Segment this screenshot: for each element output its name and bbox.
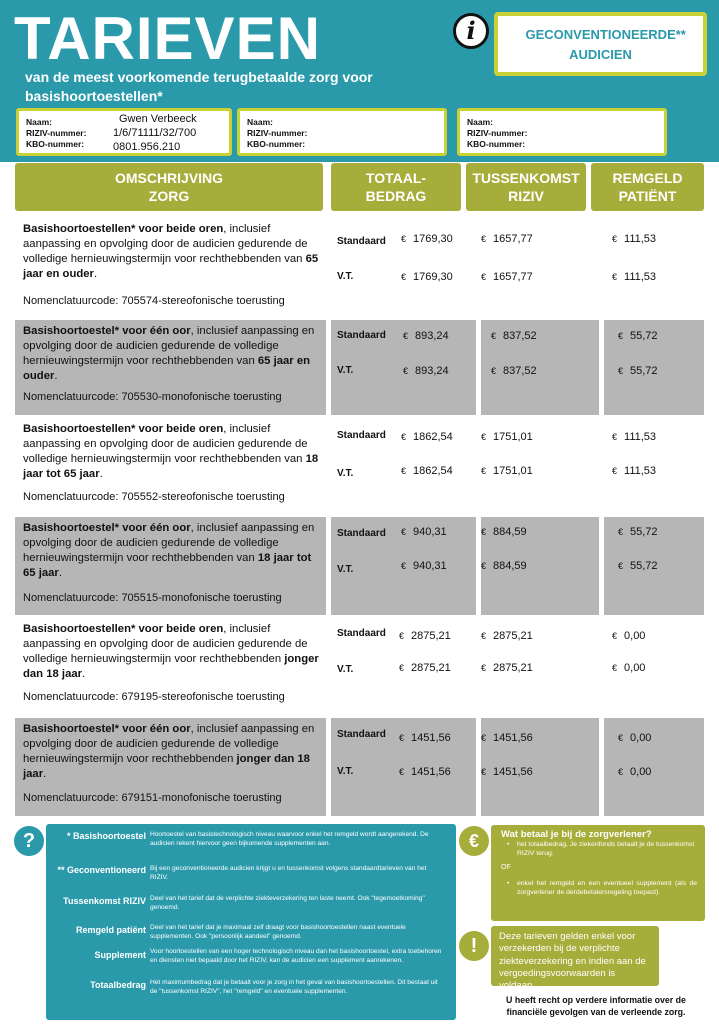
rate-type: Standaard — [337, 628, 386, 639]
payment-title: Wat betaal je bij de zorgverlener? — [501, 829, 652, 840]
tussenkomst-cell — [481, 618, 599, 712]
row-description: Basishoortoestellen* voor beide oren, inclusief aanpassing en opvolging door de audicien gedurende de volledige hernieuwingstermijn voor rechthebbenden van 65 jaar en ouder. — [23, 223, 319, 280]
amount-remgeld: € 55,72 — [618, 365, 658, 377]
table-row — [15, 218, 704, 312]
desc-cell — [15, 218, 326, 312]
amount-tussenkomst: € 884,59 — [481, 560, 527, 572]
naam-label: Naam: — [247, 117, 273, 127]
rate-type: Standaard — [337, 430, 386, 441]
header-tussenkomst-label: TUSSENKOMST RIZIV — [472, 170, 580, 204]
definition-text: Deel van het tarief dat je maximaal zelf draagt voor basishoortoestellen naast eventuele supplementen. Ook "persoonlijk aandeel" genoemd. — [150, 924, 406, 940]
remgeld-cell — [604, 517, 704, 615]
riziv-value[interactable]: 1/6/71111/32/700 — [113, 127, 197, 139]
totaal-cell — [331, 517, 476, 615]
kbo-value[interactable]: 0801.956.210 — [113, 141, 181, 153]
amount-totaal: € 1769,30 — [401, 271, 453, 283]
desc-cell — [15, 718, 326, 816]
amount-tussenkomst: € 1657,77 — [481, 271, 533, 283]
remgeld-cell — [604, 718, 704, 816]
amount-remgeld: € 55,72 — [618, 560, 658, 572]
definition-text: Bij een geconventioneerde audicien krijgt u en tussenkomst volgens standaardtarieven van het RIZIV. — [150, 865, 427, 881]
amount-tussenkomst: € 1751,01 — [481, 465, 533, 477]
kbo-label: KBO-nummer: — [247, 139, 306, 149]
nomenclature-code: Nomenclatuurcode: 705552-stereofonische toerusting — [23, 491, 285, 503]
totaal-cell — [331, 320, 476, 415]
definition-term: ** Geconventioneerd — [57, 865, 146, 875]
definition-text: Voor hoortoestellen van een hoger technologisch niveau dan het basishoortoestel, extra toebehoren en diensten niet bepaald door het RIZIV, kan de audicien een supplement aanrekenen. — [150, 948, 442, 964]
amount-tussenkomst: € 1451,56 — [481, 766, 533, 778]
riziv-label: RIZIV-nummer: — [247, 128, 308, 138]
table-row — [15, 517, 704, 615]
tussenkomst-cell — [481, 418, 599, 512]
payment-option-1: • het totaalbedrag. Je ziekenfonds betaalt je de tussenkomst RIZIV terug. — [507, 841, 695, 857]
rate-type: Standaard — [337, 528, 386, 539]
table-row — [15, 320, 704, 415]
amount-tussenkomst: € 2875,21 — [481, 662, 533, 674]
payment-info-box — [491, 825, 705, 921]
remgeld-cell — [604, 418, 704, 512]
header-tussenkomst — [466, 163, 586, 211]
amount-totaal: € 1769,30 — [401, 233, 453, 245]
provider-id-box-2[interactable] — [237, 108, 447, 156]
nomenclature-code: Nomenclatuurcode: 679151-monofonische toerusting — [23, 792, 282, 804]
header-totaal — [331, 163, 461, 211]
header-remgeld-label: REMGELD PATIËNT — [612, 170, 683, 204]
row-description: Basishoortoestel* voor één oor, inclusief aanpassing en opvolging door de audicien gedurende de volledige hernieuwingstermijn voor rechthebbenden jonger dan 18 jaar. — [23, 723, 315, 780]
definition-term: * Basishoortoestel — [66, 831, 146, 841]
amount-totaal: € 1451,56 — [399, 766, 451, 778]
nomenclature-code: Nomenclatuurcode: 705515-monofonische toerusting — [23, 592, 282, 604]
totaal-cell — [331, 618, 476, 712]
amount-tussenkomst: € 1451,56 — [481, 732, 533, 744]
naam-label: Naam: — [26, 117, 52, 127]
table-row — [15, 418, 704, 512]
amount-remgeld: € 0,00 — [618, 732, 652, 744]
euro-icon: € — [459, 826, 489, 856]
exclamation-icon: ! — [459, 931, 489, 961]
payment-or: OF — [501, 864, 511, 871]
provider-id-box-1[interactable] — [16, 108, 232, 156]
totaal-cell — [331, 718, 476, 816]
definition-term: Totaalbedrag — [90, 980, 146, 990]
info-icon: i — [453, 13, 489, 49]
naam-label: Naam: — [467, 117, 493, 127]
nomenclature-code: Nomenclatuurcode: 705574-stereofonische toerusting — [23, 295, 285, 307]
remgeld-cell — [604, 618, 704, 712]
row-description: Basishoortoestellen* voor beide oren, inclusief aanpassing en opvolging door de audicien gedurende de volledige hernieuwingstermijn voor rechthebbenden jonger dan 18 jaar. — [23, 623, 319, 680]
riziv-label: RIZIV-nummer: — [26, 128, 87, 138]
naam-value[interactable]: Gwen Verbeeck — [119, 113, 197, 125]
desc-cell — [15, 320, 326, 415]
row-description: Basishoortoestel* voor één oor, inclusief aanpassing en opvolging door de audicien gedurende de volledige hernieuwingstermijn voor rechthebbenden van 65 jaar en ouder. — [23, 325, 315, 382]
row-description: Basishoortoestellen* voor beide oren, inclusief aanpassing en opvolging door de audicien gedurende de volledige hernieuwingstermijn voor rechthebbenden van 18 jaar tot 65 jaar. — [23, 423, 319, 480]
question-icon: ? — [14, 826, 44, 856]
amount-remgeld: € 0,00 — [618, 766, 652, 778]
header-remgeld — [591, 163, 704, 211]
amount-totaal: € 893,24 — [403, 365, 449, 377]
nomenclature-code: Nomenclatuurcode: 705530-monofonische toerusting — [23, 391, 282, 403]
amount-totaal: € 940,31 — [401, 560, 447, 572]
definition-text: Het maximumbedrag dat je betaalt voor je zorg in het geval van basishoortoestellen. Dit bestaat uit de "tussenkomst RIZIV", het "remgeld" en eventuele supplementen. — [150, 979, 438, 995]
rate-type: V.T. — [337, 365, 354, 376]
amount-tussenkomst: € 1751,01 — [481, 431, 533, 443]
payment-option-2: • enkel het remgeld en een eventueel supplement (als de zorgverlener de derdebetalersregeling toepast). — [507, 880, 697, 896]
amount-remgeld: € 111,53 — [612, 271, 657, 283]
rights-notice: U heeft recht op verdere informatie over de financiële gevolgen van de verleende zorg. — [506, 995, 686, 1017]
amount-remgeld: € 111,53 — [612, 233, 657, 245]
nomenclature-code: Nomenclatuurcode: 679195-stereofonische toerusting — [23, 691, 285, 703]
amount-remgeld: € 0,00 — [612, 662, 646, 674]
definition-text: Hoortoestel van basistechnologisch niveau waarvoor enkel het remgeld wordt aangerekend. De audicien rekent hiervoor geen bijkomende supplementen aan. — [150, 831, 429, 847]
amount-totaal: € 2875,21 — [399, 662, 451, 674]
riziv-label: RIZIV-nummer: — [467, 128, 528, 138]
amount-tussenkomst: € 1657,77 — [481, 233, 533, 245]
amount-totaal: € 893,24 — [403, 330, 449, 342]
header-banner — [0, 0, 719, 162]
page-subtitle: van de meest voorkomende terugbetaalde zorg voor basishoortoestellen* — [25, 69, 373, 104]
amount-remgeld: € 0,00 — [612, 630, 646, 642]
row-description: Basishoortoestel* voor één oor, inclusief aanpassing en opvolging door de audicien gedurende de volledige hernieuwingstermijn voor rechthebbenden van 18 jaar tot 65 jaar. — [23, 522, 315, 579]
totaal-cell — [331, 218, 476, 312]
provider-id-box-3[interactable] — [457, 108, 667, 156]
rate-type: V.T. — [337, 766, 354, 777]
amount-remgeld: € 111,53 — [612, 465, 657, 477]
rate-type: V.T. — [337, 271, 354, 282]
audicien-type-label: GECONVENTIONEERDE** AUDICIEN — [525, 27, 686, 62]
amount-totaal: € 2875,21 — [399, 630, 451, 642]
tussenkomst-cell — [481, 218, 599, 312]
amount-totaal: € 1451,56 — [399, 732, 451, 744]
amount-totaal: € 940,31 — [401, 526, 447, 538]
conditions-note: Deze tarieven gelden enkel voor verzekerden bij de verplichte ziekteverzekering en indien aan de vergoedingsvoorwaarden is voldaan — [491, 926, 659, 986]
remgeld-cell — [604, 320, 704, 415]
header-omschrijving — [15, 163, 323, 211]
definition-term: Remgeld patiënt — [75, 925, 146, 935]
amount-remgeld: € 111,53 — [612, 431, 657, 443]
header-omschrijving-label: OMSCHRIJVING ZORG — [114, 170, 224, 204]
rate-type: V.T. — [337, 664, 354, 675]
amount-totaal: € 1862,54 — [401, 431, 453, 443]
rate-type: Standaard — [337, 236, 386, 247]
tussenkomst-cell — [481, 718, 599, 816]
tussenkomst-cell — [481, 320, 599, 415]
header-totaal-label: TOTAAL- BEDRAG — [365, 170, 427, 204]
amount-tussenkomst: € 884,59 — [481, 526, 527, 538]
audicien-type-box — [494, 12, 707, 76]
rate-type: Standaard — [337, 729, 386, 740]
kbo-label: KBO-nummer: — [467, 139, 526, 149]
amount-tussenkomst: € 837,52 — [491, 365, 537, 377]
amount-tussenkomst: € 837,52 — [491, 330, 537, 342]
desc-cell — [15, 517, 326, 615]
desc-cell — [15, 618, 326, 712]
kbo-label: KBO-nummer: — [26, 139, 85, 149]
amount-tussenkomst: € 2875,21 — [481, 630, 533, 642]
amount-remgeld: € 55,72 — [618, 330, 658, 342]
amount-totaal: € 1862,54 — [401, 465, 453, 477]
rate-type: V.T. — [337, 468, 354, 479]
tussenkomst-cell — [481, 517, 599, 615]
remgeld-cell — [604, 218, 704, 312]
amount-remgeld: € 55,72 — [618, 526, 658, 538]
definition-text: Deel van het tarief dat de verplichte ziekteverzekering ten laste neemt. Ook "tegemoetkoming" genoemd. — [150, 895, 425, 911]
definitions-box — [46, 824, 456, 1020]
table-row — [15, 618, 704, 712]
rate-type: Standaard — [337, 330, 386, 341]
rate-type: V.T. — [337, 564, 354, 575]
totaal-cell — [331, 418, 476, 512]
definition-term: Supplement — [94, 950, 146, 960]
desc-cell — [15, 418, 326, 512]
page-title: TARIEVEN — [14, 5, 321, 72]
table-row — [15, 718, 704, 816]
definition-term: Tussenkomst RIZIV — [63, 896, 146, 906]
